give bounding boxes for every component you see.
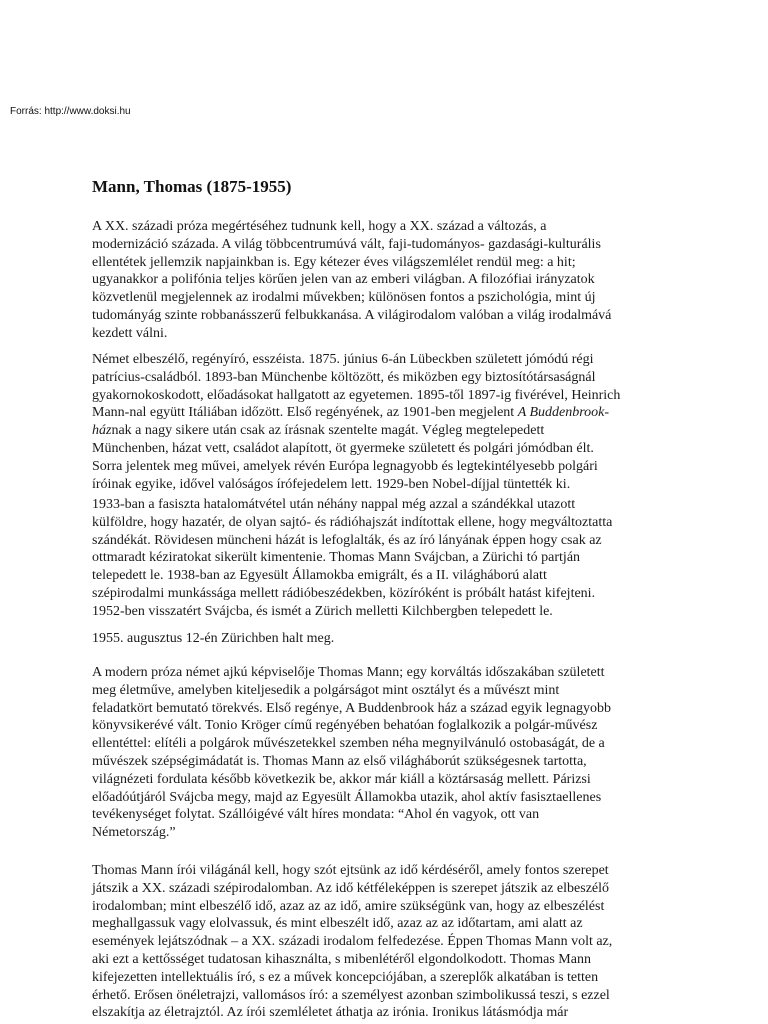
text-line: íróinak egyike, idővel valóságos írófejedelem lett. 1929-ben Nobel-díjjal tüntették ki. [92,476,571,492]
text-line: közvetlenül megjelennek az irodalmi művekben; különösen fontos a pszichológia, mint új [92,290,596,306]
paragraph-modern-prose [92,664,692,842]
text-line: aki ezt a kettősséget tudatosan kihasználta, s mibenlétéről elgondolkodott. Thomas Mann [92,951,591,967]
paragraph-intro [92,218,692,343]
text-line: modernizáció százada. A világ többcentrumúvá vált, faji-tudományos- gazdasági-kulturális [92,236,601,252]
text-line: szépirodalmi munkássága mellett rádióbeszédekben, közíróként is próbált hatást kifejteni. [92,585,596,601]
text-line: szándékát. Rövidesen müncheni házát is lefoglalták, és az író lányának éppen hogy csak az [92,532,602,548]
text-line: telepedett le. 1938-ban az Egyesült Államokba emigrált, és a II. világháború alatt [92,568,547,584]
text-line: tevékenységet folytat. Szállóigévé vált híres mondata: “Ahol én vagyok, ott van [92,807,540,823]
text-line: patrícius-családból. 1893-ban Münchenbe költözött, és miközben egy biztosítótársaságnál [92,369,596,385]
text-line: Thomas Mann írói világánál kell, hogy szót ejtsünk az idő kérdéséről, amely fontos szerepet [92,863,609,878]
text-line: események lejátszódnak – a XX. századi irodalom felfedezése. Éppen Thomas Mann volt az, [92,934,613,950]
text-line: meg életműve, amelyben kiteljesedik a polgárságot mint osztályt és a művészt mint [92,682,560,698]
paragraph-death [92,630,692,648]
text-line: gyakornokoskodott, előadásokat hallgatott az egyetemen. 1895-től 1897-ig fivérével, Heinrich [92,387,621,403]
text-line: Németország.” [92,825,176,841]
text-line: irodalomban; mint elbeszélő idő, azaz az az idő, amire szükségünk van, hogy az elbeszélést [92,898,605,914]
text-line: érhető. Erősen önéletrajzi, vallomásos író: a személyest azonban szimbolikussá teszi, s ezzel [92,987,610,1003]
text-line: elszakítja az életrajztól. Az írói szemléletet áthatja az irónia. Ironikus látásmódja már [92,1005,569,1021]
text-line: kifejezetten intellektuális író, s ez a művek koncepciójában, a szereplők alkatában is tetten [92,969,599,985]
text-line: feladatkört bemutató törekvés. Első regénye, A Buddenbrook ház a század egyik legnagyobb [92,700,611,716]
text-line: Mann-nal együtt Itáliában időzött. Első regényének, az 1901-ben megjelent A Buddenbrook- [92,405,610,421]
text-line: ellentétek jellemzik napjainkban is. Egy kétezer éves világszemlélet rendül meg: a hit; [92,254,576,270]
text-line: művészek szépségimádatát is. Thomas Mann az első világháborút szükségesnek tartotta, [92,753,587,769]
text-line: külföldre, hogy hazatér, de olyan sajtó- és rádióhajszát indítottak ellene, hogy megváltoztatta [92,514,613,530]
source-url: Forrás: http://www.doksi.hu [10,106,131,117]
text-line: 1933-ban a fasiszta hatalomátvétel után néhány nappal még azzal a szándékkal utazott [92,497,576,512]
paragraph-emigration [92,496,692,621]
page-title: Mann, Thomas (1875-1955) [92,177,292,196]
text-line: tudományág szinte robbanásszerű felbukkanása. A világirodalom valóban a világ irodalmává [92,307,612,323]
text-line: világnézeti fordulata később következik be, akkor már kiáll a köztársaság mellett. Párizsi [92,771,591,787]
text-line: A modern próza német ajkú képviselője Thomas Mann; egy korváltás időszakában született [92,665,605,680]
text-line: A XX. századi próza megértéséhez tudnunk kell, hogy a XX. század a változás, a [92,219,547,234]
text-line: Münchenben, házat vett, családot alapított, öt gyermeke született és polgári jómódban élt. [92,440,594,456]
text-line: Német elbeszélő, regényíró, esszéista. 1875. június 6-án Lübeckben született jómódú régi [92,352,594,367]
text-line: meghallgassuk vagy elolvassuk, és mint elbeszélt idő, azaz az az időtartam, ami alatt az [92,916,583,932]
paragraph-time [92,862,692,1022]
text-line: 1955. augusztus 12-én Zürichben halt meg. [92,631,335,646]
text-line: ugyanakkor a polifónia teljes körűen jelen van az emberi világban. A filozófiai irányzatok [92,272,595,288]
text-line: ellentéttel: elítéli a polgárok művészetekkel szemben néha megnyilvánuló ostobaságát, de a [92,736,605,752]
text-line: kezdett válni. [92,325,168,341]
paragraph-biography [92,351,692,493]
text-line: előadóútjáról Svájcba megy, majd az Egyesült Államokba utazik, ahol aktív fasisztaellenes [92,789,602,805]
text-line: könyvsikerévé vált. Tonio Kröger című regényében behatóan foglalkozik a polgár-művész [92,718,598,734]
text-line: 1952-ben visszatért Svájcba, és ismét a Zürich melletti Kilchbergben telepedett le. [92,603,553,619]
text-line: háznak a nagy sikere után csak az írásnak szentelte magát. Végleg megtelepedett [92,423,545,439]
text-line: ottmaradt kéziratokat sikerült kimentenie. Thomas Mann Svájcban, a Zürichi tó partján [92,550,581,566]
text-line: játszik a XX. századi szépirodalomban. Az idő kétféleképpen is szerepet játszik az elbeszélő [92,880,610,896]
text-line: Sorra jelentek meg művei, amelyek révén Európa legnagyobb és legtekintélyesebb polgári [92,458,598,474]
